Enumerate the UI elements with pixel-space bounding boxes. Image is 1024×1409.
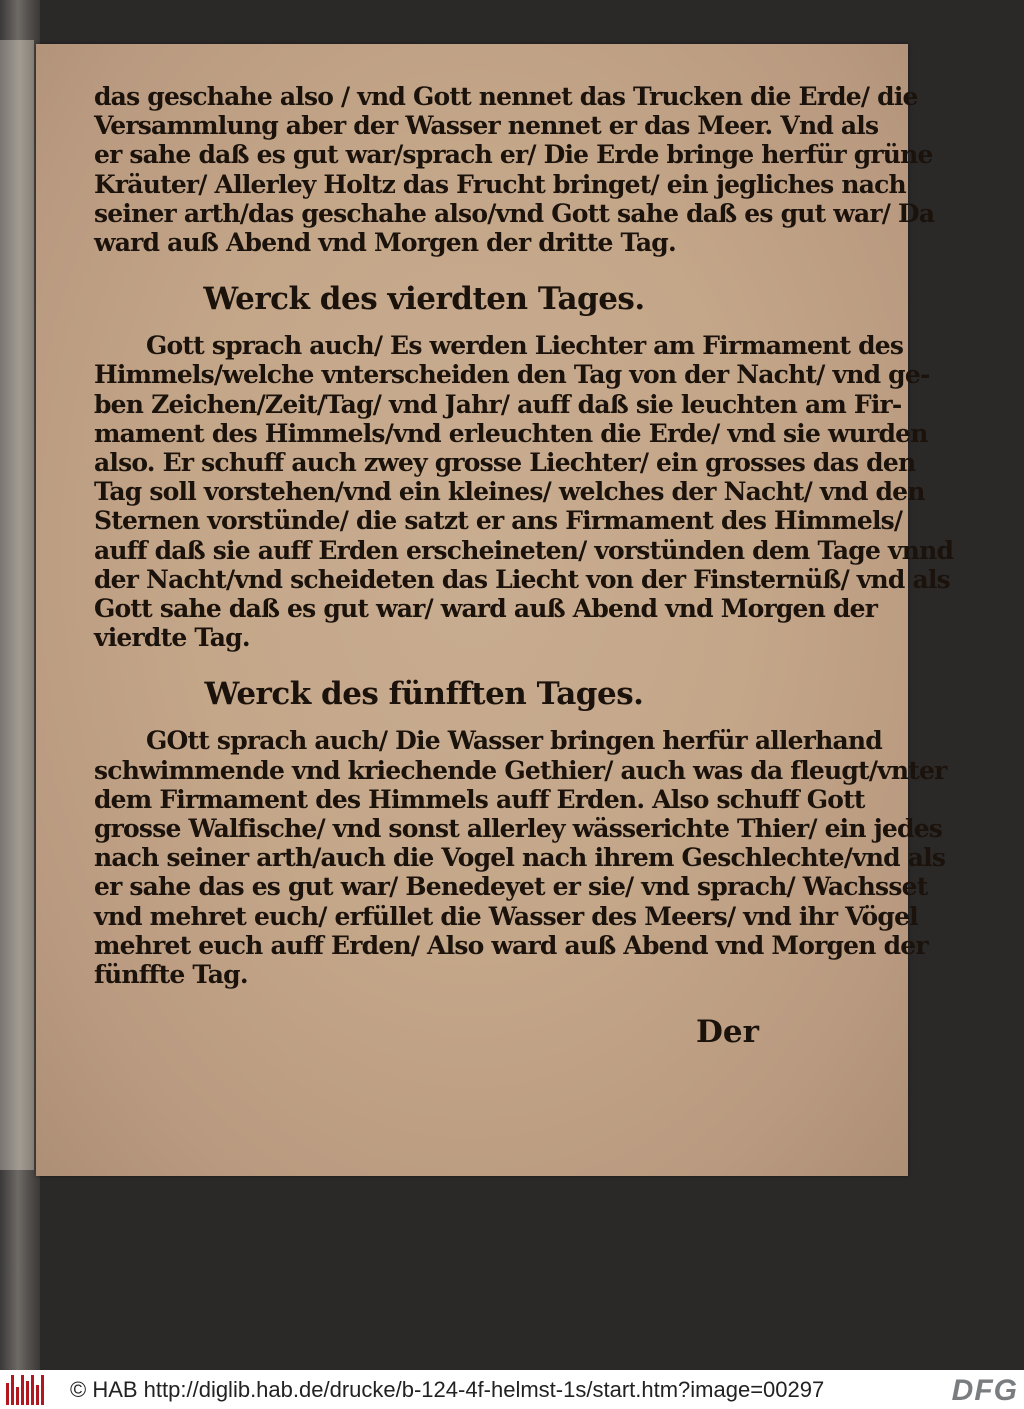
text-line: mehret euch auff Erden/ Also ward auß Abend vnd Morgen der	[94, 930, 928, 960]
catchword: Der	[696, 1014, 759, 1050]
paragraph-third-day	[94, 82, 935, 258]
text-line: also. Er schuff auch zwey grosse Liechter/ ein grosses das den	[94, 448, 916, 478]
previous-page-edge	[0, 40, 34, 1170]
heading-fourth-day: Werck des vierdten Tages.	[203, 281, 645, 318]
text-line: grosse Walfische/ vnd sonst allerley wässerichte Thier/ ein jedes	[94, 814, 943, 844]
dfg-logo: DFG	[951, 1374, 1018, 1407]
text-line: nach seiner arth/auch die Vogel nach ihrem Geschlechte/vnd als	[94, 843, 946, 873]
text-line: Himmels/welche vnterscheiden den Tag von der Nacht/ vnd ge-	[94, 360, 930, 390]
text-line: das geschahe also / vnd Gott nennet das Trucken die Erde/ die	[94, 82, 918, 111]
page-text	[94, 82, 954, 990]
text-line: fünffte Tag.	[94, 960, 248, 990]
text-line: Tag soll vorstehen/vnd ein kleines/ welches der Nacht/ vnd den	[94, 477, 925, 507]
text-line: Gott sahe daß es gut war/ ward auß Abend vnd Morgen der	[94, 594, 878, 624]
text-line: schwimmende vnd kriechende Gethier/ auch was da fleugt/vnter	[94, 755, 947, 785]
text-line: Sternen vorstünde/ die satzt er ans Firmament des Himmels/	[94, 506, 903, 536]
footer-bar	[0, 1370, 1024, 1409]
text-line: er sahe das es gut war/ Benedeyet er sie/ vnd sprach/ Wachsset	[94, 872, 928, 902]
text-line: seiner arth/das geschahe also/vnd Gott sahe daß es gut war/ Da	[94, 198, 935, 228]
book-page	[36, 44, 954, 1176]
text-line: er sahe daß es gut war/sprach er/ Die Erde bringe herfür grüne	[94, 140, 933, 170]
text-line: ben Zeichen/Zeit/Tag/ vnd Jahr/ auff daß sie leuchten am Fir-	[94, 389, 902, 419]
text-line: mament des Himmels/vnd erleuchten die Erde/ vnd sie wurden	[94, 418, 928, 448]
text-line: GOtt sprach auch/ Die Wasser bringen herfür allerhand	[146, 726, 882, 756]
paragraph-fourth-day	[94, 331, 954, 653]
text-line: vnd mehret euch/ erfüllet die Wasser des Meers/ vnd ihr Vögel	[94, 901, 918, 931]
text-line: der Nacht/vnd scheideten das Liecht von der Finsternüß/ vnd als	[94, 564, 950, 594]
text-line: Kräuter/ Allerley Holtz das Frucht bringet/ ein jegliches nach	[94, 169, 906, 199]
copyright-url[interactable]: © HAB http://diglib.hab.de/drucke/b-124-4f-helmst-1s/start.htm?image=00297	[70, 1376, 825, 1402]
text-line: vierdte Tag.	[94, 623, 250, 653]
hab-logo-icon	[6, 1375, 46, 1405]
text-line: Gott sprach auch/ Es werden Liechter am Firmament des	[146, 331, 904, 361]
text-line: auff daß sie auff Erden erscheineten/ vorstünden dem Tage vnnd	[94, 535, 954, 565]
paragraph-fifth-day	[94, 726, 947, 990]
heading-fifth-day: Werck des fünfften Tages.	[204, 676, 644, 713]
text-line: Versammlung aber der Wasser nennet er das Meer. Vnd als	[94, 111, 879, 141]
text-line: ward auß Abend vnd Morgen der dritte Tag.	[94, 228, 676, 258]
text-line: dem Firmament des Himmels auff Erden. Also schuff Gott	[94, 784, 865, 814]
